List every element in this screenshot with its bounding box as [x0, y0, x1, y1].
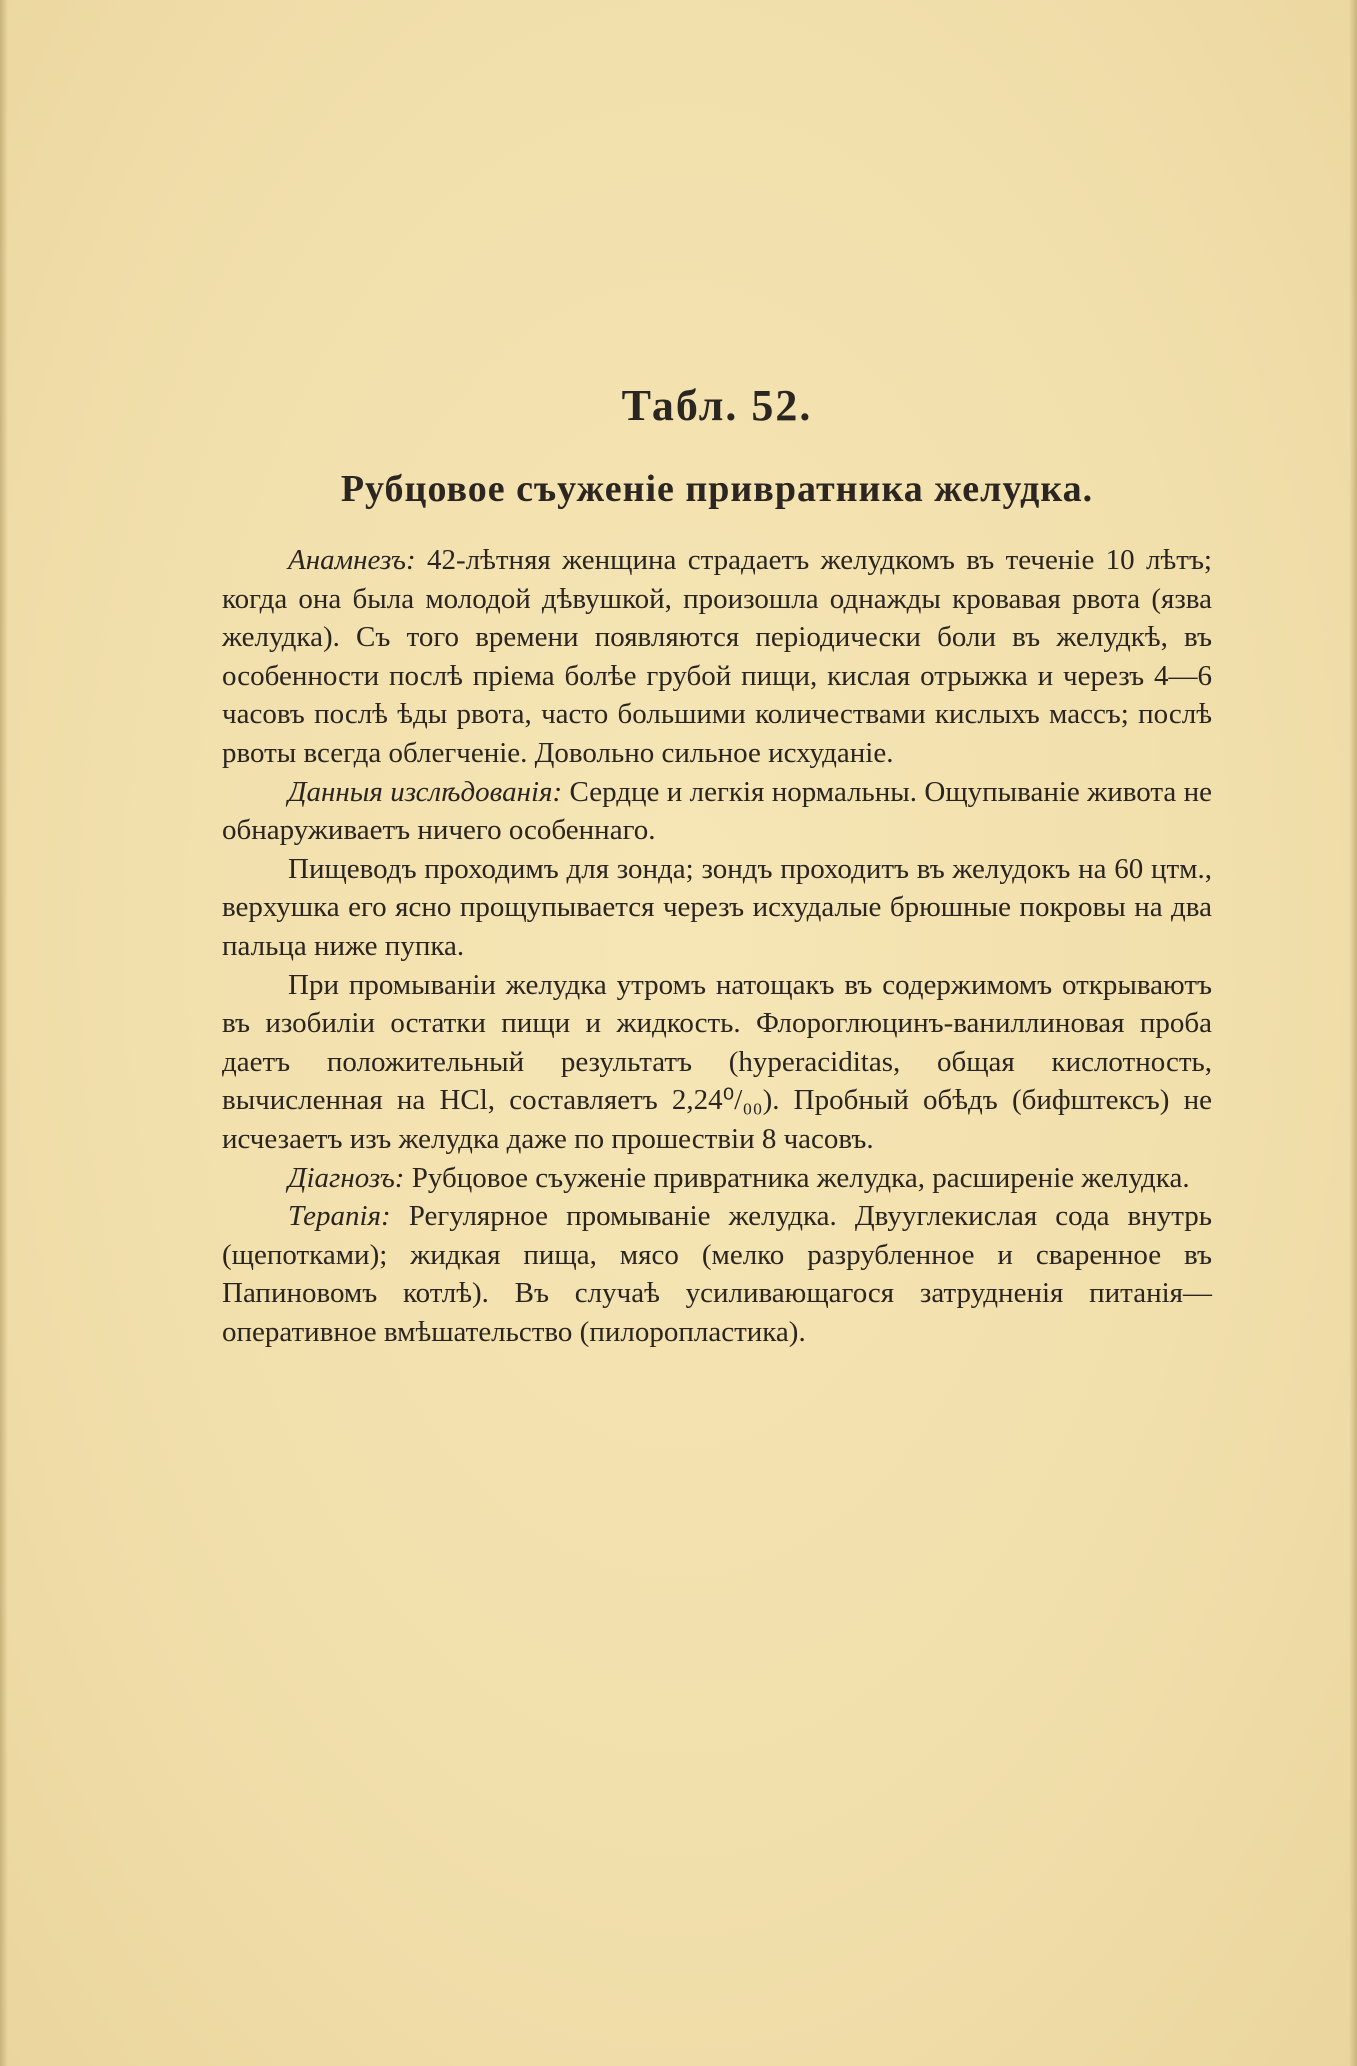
examination-text: Сердце и легкія нормальны. Ощупываніе живота не обнаруживаетъ ничего особеннаго. [222, 775, 1212, 847]
lavage-text: При промываніи желудка утромъ натощакъ въ содержимомъ открываютъ въ изобиліи остатки пищи и жидкость. Флороглюцинъ-ваниллиновая проба даетъ положительный результатъ (hyperaciditas, общая кислотность, вычисленная на HCl, составляетъ 2,24⁰/₀₀). Пробный обѣдъ (бифштексъ) не исчезаетъ изъ желудка даже по прошествіи 8 часовъ. [222, 968, 1212, 1155]
page-edge-right [1349, 0, 1357, 2066]
diagnosis-label: Діагнозъ: [288, 1161, 405, 1194]
plate-number-heading: Табл. 52. [621, 381, 813, 430]
paragraph-diagnosis [222, 1159, 1212, 1198]
paragraph-probe [222, 850, 1212, 966]
therapy-label: Терапія: [288, 1200, 391, 1233]
page-edge-left [0, 0, 8, 2066]
page-content [222, 380, 1212, 1351]
diagnosis-text: Рубцовое съуженіе привратника желудка, расширеніе желудка. [404, 1161, 1190, 1194]
case-description [222, 541, 1212, 1351]
anamnesis-label: Анамнезъ: [288, 544, 416, 576]
anamnesis-text: 42-лѣтняя женщина страдаетъ желудкомъ въ теченіе 10 лѣтъ; когда она была молодой дѣвушкой, произошла однажды кровавая рвота (язва желудка). Съ того времени появляются періодически боли въ желудкѣ, въ особенности послѣ пріема болѣе грубой пищи, кислая отрыжка и черезъ 4—6 часовъ послѣ ѣды рвота, часто большими количествами кислыхъ массъ; послѣ рвоты всегда облегченіе. Довольно сильное исхуданіе. [222, 544, 1212, 769]
case-title: Рубцовое съуженіе привратника желудка. [340, 468, 1094, 510]
paragraph-examination [222, 773, 1212, 850]
paragraph-anamnesis [222, 541, 1212, 773]
examination-label: Данныя изслѣдованія: [288, 775, 563, 808]
therapy-text: Регулярное промываніе желудка. Двууглекислая сода внутрь (щепотками); жидкая пища, мясо (мелко разрубленное и сваренное въ Папиновомъ котлѣ). Въ случаѣ усиливающагося затрудненія питанія—оперативное вмѣшательство (пилоропластика). [222, 1200, 1212, 1348]
paragraph-lavage [222, 966, 1212, 1159]
probe-text: Пищеводъ проходимъ для зонда; зондъ проходитъ въ желудокъ на 60 цтм., верхушка его ясно прощупывается черезъ исхудалые брюшные покровы на два пальца ниже пупка. [222, 852, 1212, 962]
paragraph-therapy [222, 1197, 1212, 1351]
